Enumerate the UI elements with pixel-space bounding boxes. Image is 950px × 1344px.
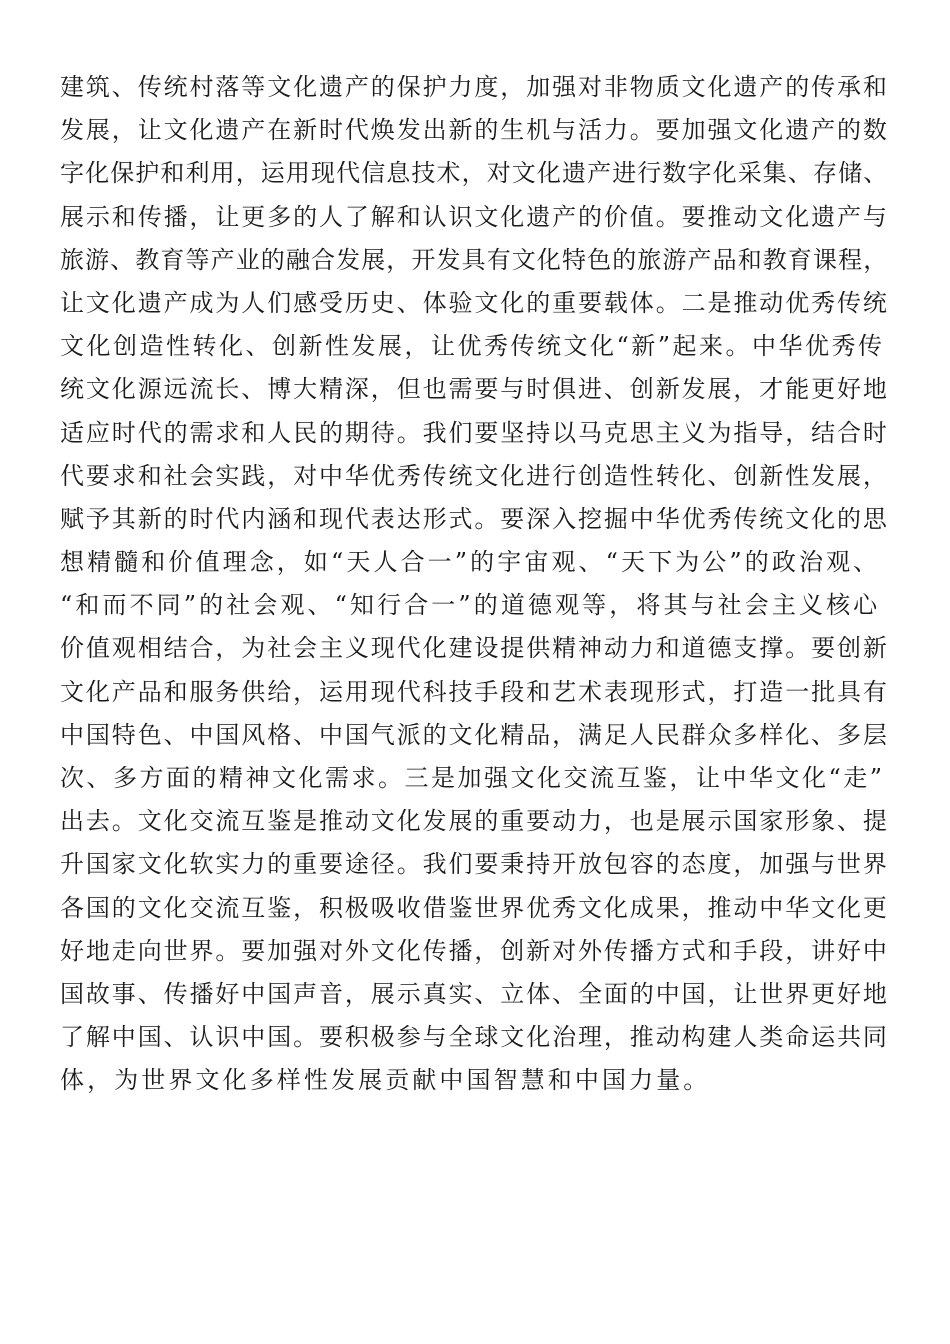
text-line: “和而不同”的社会观、“知行合一”的道德观等，将其与社会主义核心 [60, 591, 881, 620]
text-line: 统文化源远流长、博大精深，但也需要与时俱进、创新发展，才能更好地 [60, 375, 889, 404]
text-line: 了解中国、认识中国。要积极参与全球文化治理，推动构建人类命运共同 [60, 1023, 889, 1052]
text-line: 展示和传播，让更多的人了解和认识文化遗产的价值。要推动文化遗产与 [60, 202, 889, 231]
text-line: 让文化遗产成为人们感受历史、体验文化的重要载体。二是推动优秀传统 [60, 288, 889, 317]
text-line: 次、多方面的精神文化需求。三是加强文化交流互鉴，让中华文化“走” [60, 764, 885, 792]
text-line: 好地走向世界。要加强对外文化传播，创新对外传播方式和手段，讲好中 [60, 936, 889, 965]
text-line: 旅游、教育等产业的融合发展，开发具有文化特色的旅游产品和教育课程， [60, 245, 889, 274]
text-line: 价值观相结合，为社会主义现代化建设提供精神动力和道德支撑。要创新 [60, 634, 889, 663]
text-line: 发展，让文化遗产在新时代焕发出新的生机与活力。要加强文化遗产的数 [60, 116, 889, 145]
text-line: 升国家文化软实力的重要途径。我们要秉持开放包容的态度，加强与世界 [60, 850, 889, 879]
body-text [60, 66, 890, 1103]
text-line: 代要求和社会实践，对中华优秀传统文化进行创造性转化、创新性发展， [60, 461, 889, 490]
text-line: 各国的文化交流互鉴，积极吸收借鉴世界优秀文化成果，推动中华文化更 [60, 893, 889, 922]
text-line: 适应时代的需求和人民的期待。我们要坚持以马克思主义为指导，结合时 [60, 418, 889, 447]
text-line: 建筑、传统村落等文化遗产的保护力度，加强对非物质文化遗产的传承和 [60, 73, 889, 101]
text-line: 中国特色、中国风格、中国气派的文化精品，满足人民群众多样化、多层 [60, 720, 889, 749]
text-line: 体，为世界文化多样性发展贡献中国智慧和中国力量。 [60, 1066, 711, 1095]
text-line: 出去。文化交流互鉴是推动文化发展的重要动力，也是展示国家形象、提 [60, 807, 889, 836]
text-line: 想精髓和价值理念，如“天人合一”的宇宙观、“天下为公”的政治观、 [60, 548, 881, 577]
text-line: 字化保护和利用，运用现代信息技术，对文化遗产进行数字化采集、存储、 [60, 159, 889, 188]
text-line: 文化产品和服务供给，运用现代科技手段和艺术表现形式，打造一批具有 [60, 677, 889, 706]
text-line: 赋予其新的时代内涵和现代表达形式。要深入挖掘中华优秀传统文化的思 [60, 504, 889, 533]
text-line: 国故事、传播好中国声音，展示真实、立体、全面的中国，让世界更好地 [60, 979, 889, 1008]
text-line: 文化创造性转化、创新性发展，让优秀传统文化“新”起来。中华优秀传 [60, 332, 885, 361]
